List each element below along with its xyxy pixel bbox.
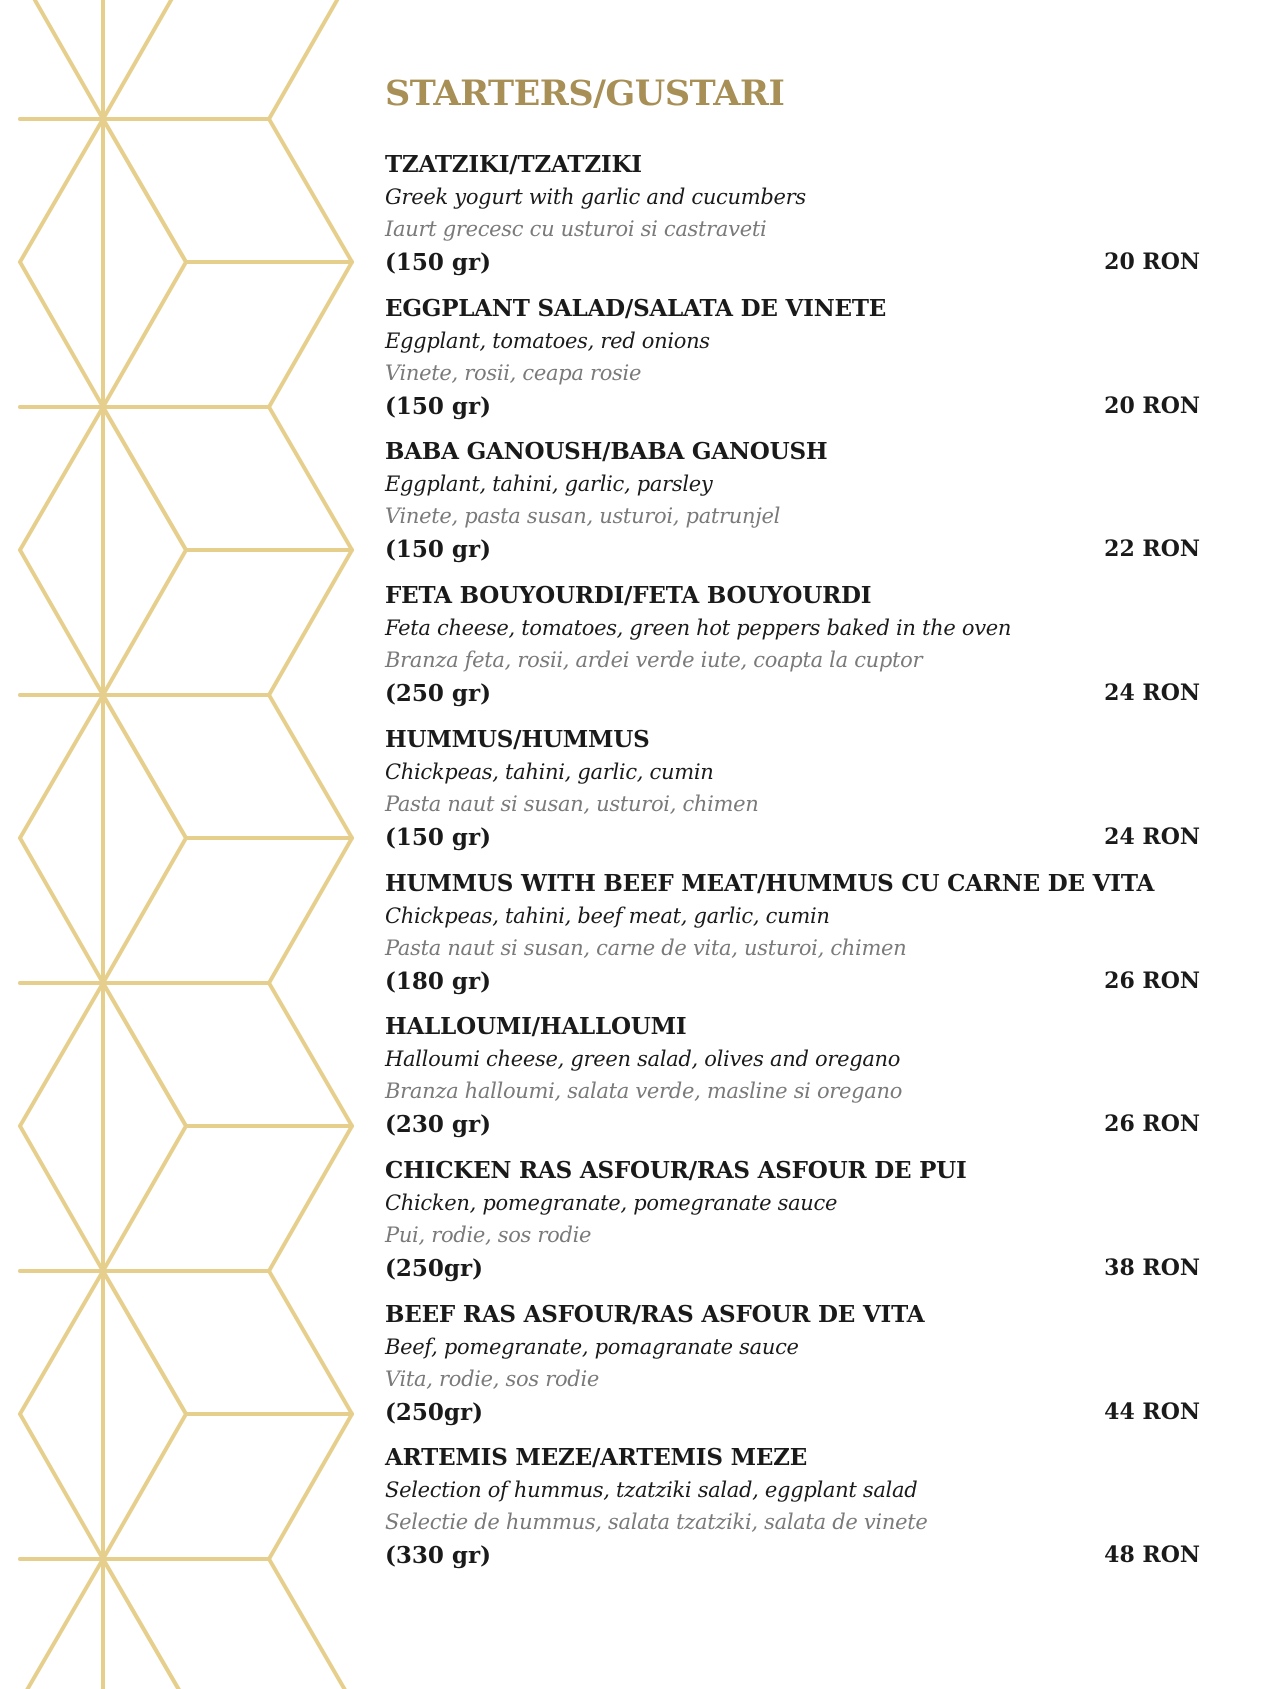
menu-item: [385, 726, 1200, 866]
menu-item-description-ro: Iaurt grecesc cu usturoi si castraveti: [385, 217, 767, 241]
menu-item-description-en: Eggplant, tomatoes, red onions: [385, 329, 710, 353]
section-title: STARTERS/GUSTARI: [385, 73, 785, 114]
menu-item-price: 26 RON: [1104, 968, 1200, 994]
menu-item-weight: (250gr): [385, 1255, 483, 1282]
menu-item-description-en: Chickpeas, tahini, garlic, cumin: [385, 760, 714, 784]
menu-item: [385, 151, 1200, 291]
menu-item-name: CHICKEN RAS ASFOUR/RAS ASFOUR DE PUI: [385, 1157, 967, 1184]
menu-item-name: HUMMUS WITH BEEF MEAT/HUMMUS CU CARNE DE VITA: [385, 870, 1155, 897]
menu-item-price: 44 RON: [1104, 1399, 1200, 1425]
menu-item-description-en: Eggplant, tahini, garlic, parsley: [385, 472, 713, 496]
menu-item-description-en: Halloumi cheese, green salad, olives and oregano: [385, 1047, 901, 1071]
menu-item-description-en: Selection of hummus, tzatziki salad, eggplant salad: [385, 1478, 918, 1502]
menu-item-price: 24 RON: [1104, 824, 1200, 850]
menu-item-name: FETA BOUYOURDI/FETA BOUYOURDI: [385, 582, 872, 609]
menu-item-weight: (230 gr): [385, 1111, 491, 1138]
menu-item-weight: (250 gr): [385, 680, 491, 707]
menu-item-name: BABA GANOUSH/BABA GANOUSH: [385, 438, 828, 465]
menu-item-description-en: Feta cheese, tomatoes, green hot peppers baked in the oven: [385, 616, 1012, 640]
menu-item-name: ARTEMIS MEZE/ARTEMIS MEZE: [385, 1444, 808, 1471]
menu-item-weight: (250gr): [385, 1399, 483, 1426]
menu-item-weight: (330 gr): [385, 1542, 491, 1569]
menu-item: [385, 870, 1200, 1010]
menu-item-price: 20 RON: [1104, 393, 1200, 419]
menu-item-price: 48 RON: [1104, 1542, 1200, 1568]
menu-item-description-ro: Vinete, rosii, ceapa rosie: [385, 361, 642, 385]
menu-item: [385, 1013, 1200, 1153]
menu-item: [385, 1301, 1200, 1441]
menu-item-name: HALLOUMI/HALLOUMI: [385, 1013, 687, 1040]
menu-item-weight: (180 gr): [385, 968, 491, 995]
menu-item-name: HUMMUS/HUMMUS: [385, 726, 650, 753]
menu-item-description-ro: Pasta naut si susan, carne de vita, usturoi, chimen: [385, 936, 907, 960]
menu-item-description-en: Greek yogurt with garlic and cucumbers: [385, 185, 806, 209]
menu-item-description-en: Beef, pomegranate, pomagranate sauce: [385, 1335, 799, 1359]
menu-item-description-ro: Branza feta, rosii, ardei verde iute, coapta la cuptor: [385, 648, 923, 672]
menu-item-description-ro: Vinete, pasta susan, usturoi, patrunjel: [385, 504, 780, 528]
menu-item-description-ro: Vita, rodie, sos rodie: [385, 1367, 599, 1391]
menu-item-description-ro: Pasta naut si susan, usturoi, chimen: [385, 792, 759, 816]
menu-item: [385, 1444, 1200, 1584]
menu-item-description-ro: Selectie de hummus, salata tzatziki, salata de vinete: [385, 1510, 928, 1534]
menu-item-price: 38 RON: [1104, 1255, 1200, 1281]
menu-item-weight: (150 gr): [385, 536, 491, 563]
menu-item-weight: (150 gr): [385, 393, 491, 420]
menu-item-description-en: Chickpeas, tahini, beef meat, garlic, cumin: [385, 904, 830, 928]
menu-item-description-ro: Pui, rodie, sos rodie: [385, 1223, 592, 1247]
menu-item-price: 24 RON: [1104, 680, 1200, 706]
menu-item-price: 26 RON: [1104, 1111, 1200, 1137]
decorative-hexagon-pattern: [0, 0, 360, 1689]
menu-item-name: EGGPLANT SALAD/SALATA DE VINETE: [385, 295, 887, 322]
menu-item-price: 20 RON: [1104, 249, 1200, 275]
menu-item-weight: (150 gr): [385, 249, 491, 276]
menu-item: [385, 295, 1200, 435]
menu-item-description-ro: Branza halloumi, salata verde, masline si oregano: [385, 1079, 903, 1103]
menu-item-weight: (150 gr): [385, 824, 491, 851]
menu-item-description-en: Chicken, pomegranate, pomegranate sauce: [385, 1191, 838, 1215]
menu-item: [385, 438, 1200, 578]
menu-item-name: BEEF RAS ASFOUR/RAS ASFOUR DE VITA: [385, 1301, 925, 1328]
menu-item: [385, 1157, 1200, 1297]
menu-item-price: 22 RON: [1104, 536, 1200, 562]
menu-item: [385, 582, 1200, 722]
menu-item-name: TZATZIKI/TZATZIKI: [385, 151, 642, 178]
